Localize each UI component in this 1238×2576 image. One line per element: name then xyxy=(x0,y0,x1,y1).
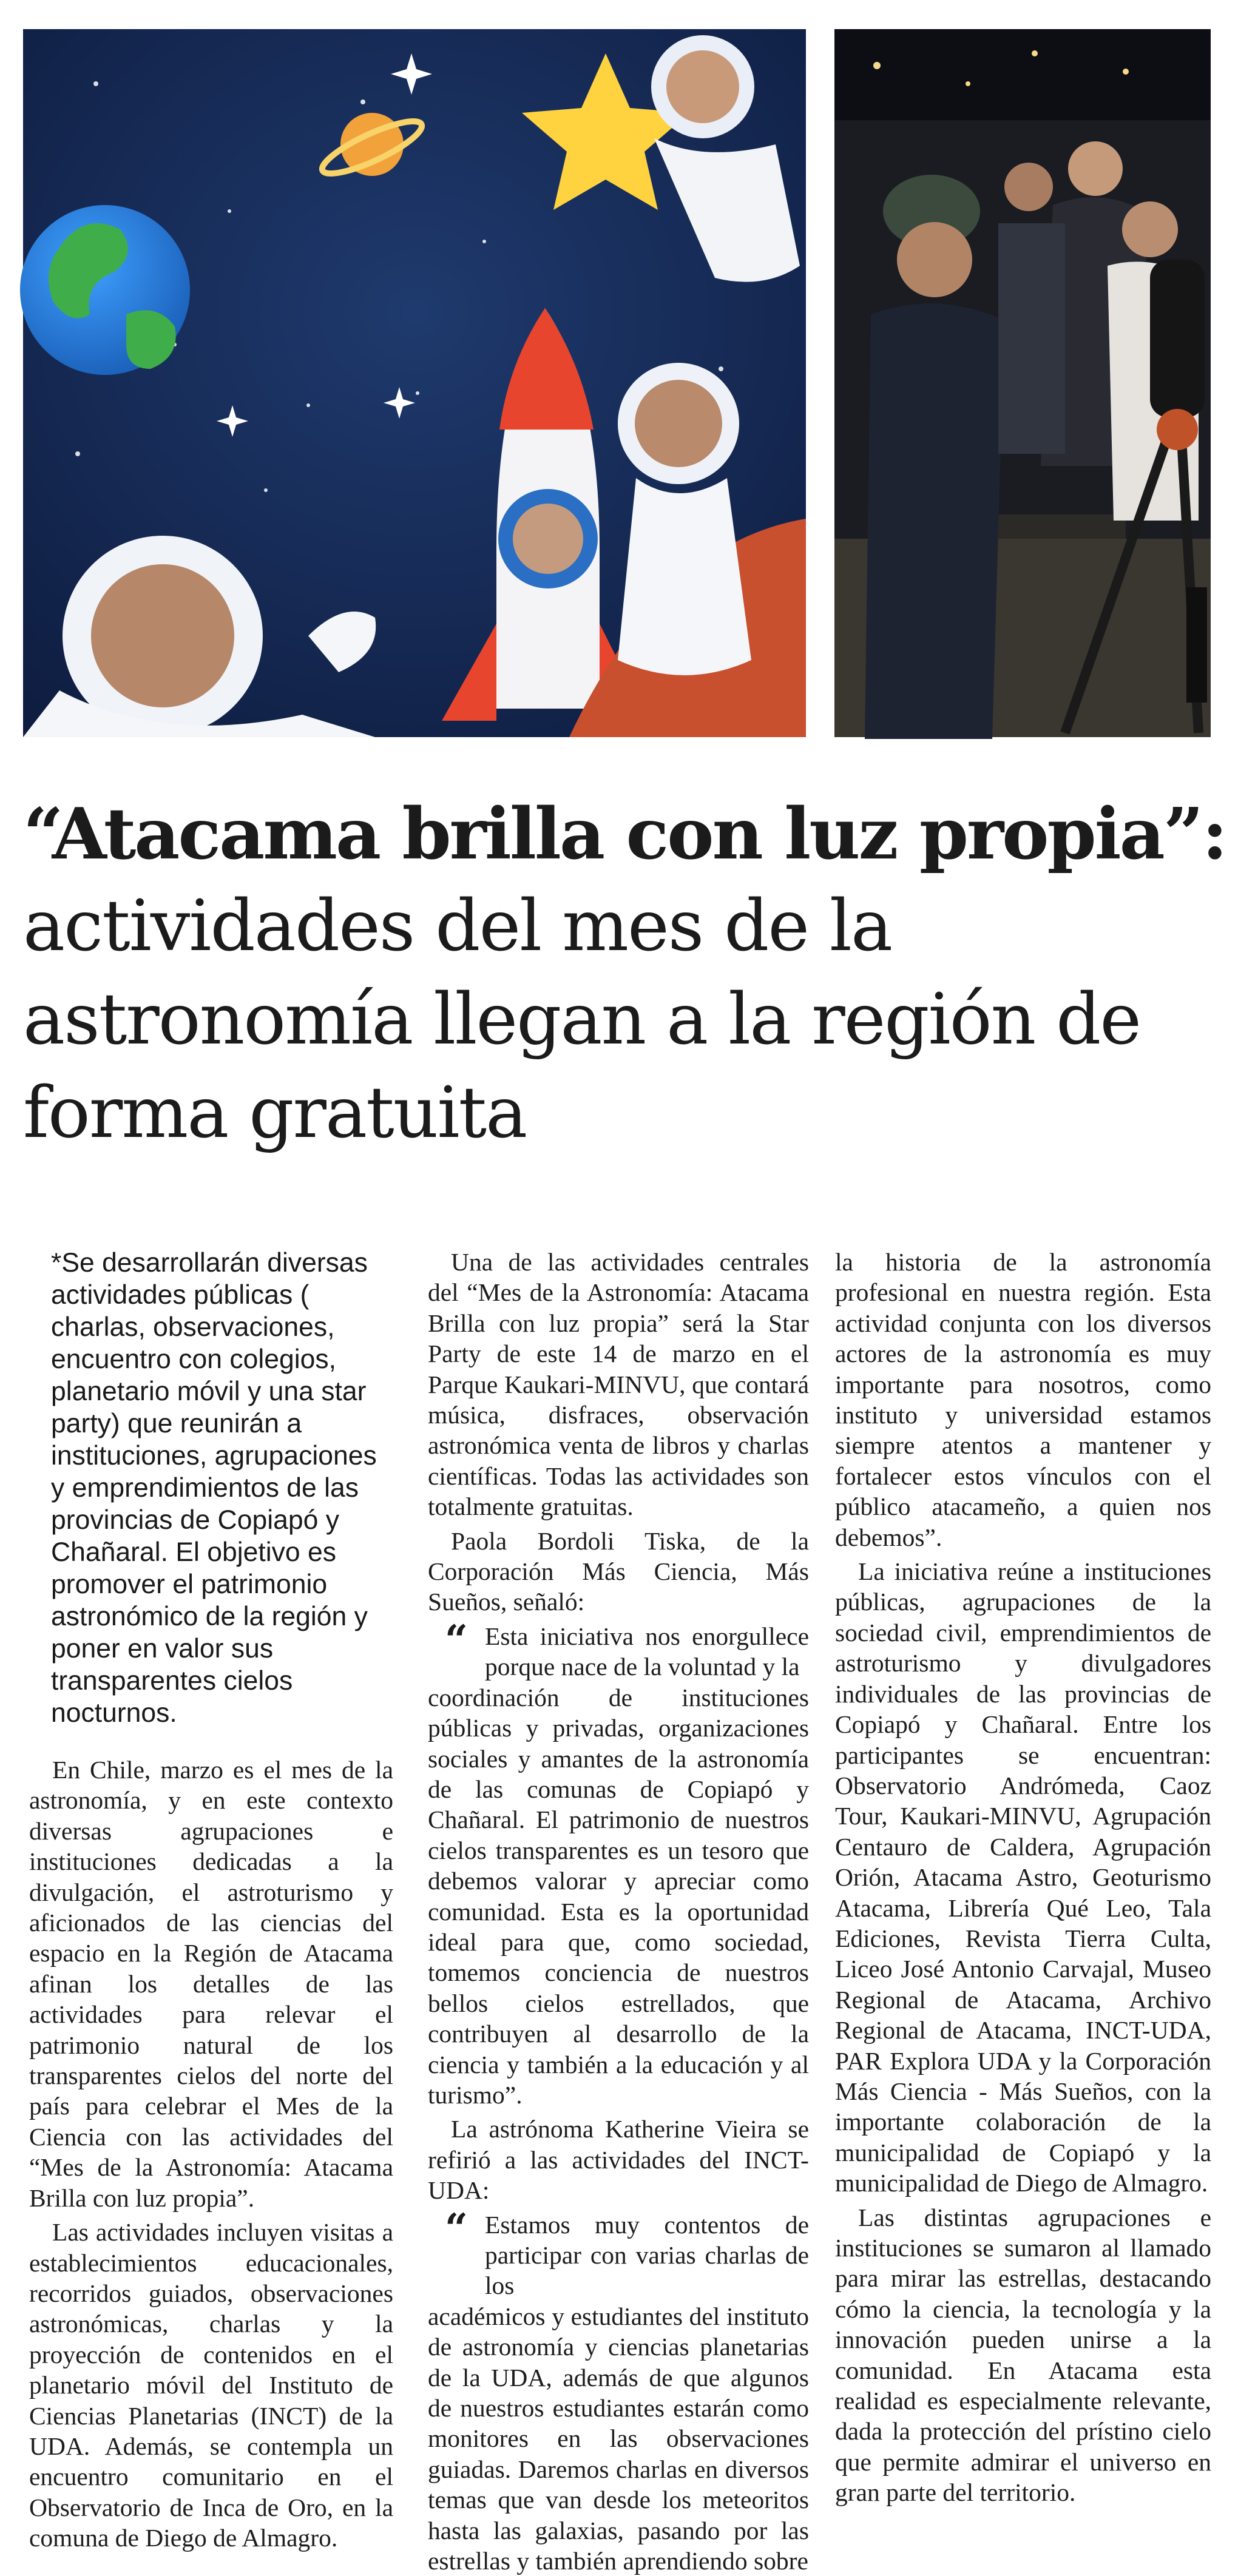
article-lead: *Se desarrollarán diversas actividades públicas ( charlas, observaciones, encuentro con colegios, planetario móvil y una star party) que reunirán a instituciones, agrupaciones y emprendimientos de las provincias de Copiapó y Chañaral. El objetivo es promover el patrimonio astronómico de la región y poner en valor sus transparentes cielos nocturnos. xyxy=(51,1248,377,1728)
quote-text: académicos y estudiantes del instituto de astronomía y ciencias planetarias de la UDA, además de que algunos de nuestros estudiantes estarán como monitores en las observaciones guiadas. Daremos charlas en diversos temas que van desde los meteoritos hasta las galaxias, pasando por las estrellas y también aprendiendo sobre xyxy=(428,2302,809,2575)
quote-first-line: Esta iniciativa nos enorgullece porque nace de la voluntad y la xyxy=(485,1622,809,1681)
quote-first-line: Estamos muy contentos de participar con varias charlas de los xyxy=(485,2210,809,2300)
paragraph: La iniciativa reúne a instituciones públicas, agrupaciones de la sociedad civil, emprendimientos de astroturismo y divulgadores individuales de las provincias de Copiapó y Chañaral. Entre los participantes se encuentran: Observatorio Andrómeda, Caoz Tour, Kaukari-MINVU, Agrupación Centauro de Caldera, Agrupación Orión, Atacama Astro, Geoturismo Atacama, Librería Qué Leo, Tala Ediciones, Revista Tierra Culta, Liceo José Antonio Carvajal, Museo Regional de Atacama, Archivo Regional de Atacama, INCT-UDA, PAR Explora UDA y la Corporación Más Ciencia - Más Sueños, con la importante colaboración de la municipalidad de Copiapó y la municipalidad de Diego de Almagro. xyxy=(835,1557,1211,2197)
paragraph: Las actividades incluyen visitas a establecimientos educacionales, recorridos guiados, observaciones astronómicas, charlas y la proyección de contenidos en el planetario móvil del Instituto de Ciencias Planetarias (INCT) de la UDA. Además, se contempla un encuentro comunitario en el Observatorio de Inca de Oro, en la comuna de Diego de Almagro. xyxy=(29,2218,393,2552)
paragraph: Una de las actividades centrales del “Mes de la Astronomía: Atacama Brilla con luz propia” será la Star Party de este 14 de marzo en el Parque Kaukari-MINVU, que contará música, disfraces, observación astronómica venta de libros y charlas científicas. Todas las actividades son totalmente gratuitas. xyxy=(428,1248,809,1521)
quote-text: coordinación de instituciones públicas y privadas, organizaciones sociales y amantes de la astronomía de las comunas de Copiapó y Chañaral. El patrimonio de nuestros cielos transparentes es un tesoro que debemos valorar y apreciar como comunidad. Esta es la oportunidad ideal para que, como sociedad, tomemos conciencia de nuestros bellos cielos estrellados, que contribuyen al desarrollo de la ciencia y también a la educación y al turismo”. xyxy=(428,1683,809,2109)
astronaut-photo-wall-icon xyxy=(23,29,806,737)
article-column-1 xyxy=(29,1247,393,2554)
quote-block xyxy=(428,1616,809,2111)
paragraph: Paola Bordoli Tiska, de la Corporación Más Ciencia, Más Sueños, señaló: xyxy=(428,1526,809,1616)
article-column-2 xyxy=(428,1247,809,2576)
article-column-3 xyxy=(835,1247,1211,2508)
article-headline xyxy=(23,789,1226,1160)
paragraph: Las distintas agrupaciones e instituciones se sumaron al llamado para mirar las estrellas, destacando cómo la ciencia, la tecnología y la innovación pueden unirse a la comunidad. En Atacama esta realidad es especialmente relevante, dada la protección del prístino cielo que permite admirar el universo en gran parte del territorio. xyxy=(835,2203,1211,2507)
quote-mark-icon: “ xyxy=(445,2204,468,2252)
photo-night-observation xyxy=(834,29,1211,737)
photo-astronaut-wall xyxy=(23,29,806,737)
paragraph: la historia de la astronomía profesional en nuestra región. Esta actividad conjunta con los diversos actores de la astronomía es muy importante para nosotros, como instituto y universidad estamos siempre atentos a mantener y fortalecer estos vínculos con el público atacameño, a quien nos debemos”. xyxy=(835,1248,1211,1551)
headline-subtitle: actividades del mes de la astronomía llegan a la región de forma gratuita xyxy=(23,885,1141,1154)
headline-title: “Atacama brilla con luz propia”: xyxy=(23,793,1226,875)
night-telescope-crowd-icon xyxy=(834,29,1211,737)
quote-mark-icon: “ xyxy=(445,1616,468,1664)
quote-block xyxy=(428,2204,809,2576)
paragraph: La astrónoma Katherine Vieira se refirió a las actividades del INCT-UDA: xyxy=(428,2115,809,2205)
paragraph: En Chile, marzo es el mes de la astronomía, y en este contexto diversas agrupaciones e instituciones dedicadas a la divulgación, el astroturismo y aficionados de las ciencias del espacio en la Región de Atacama afinan los detalles de las actividades para relevar el patrimonio natural de los transparentes cielos del norte del país para celebrar el Mes de la Ciencia con las actividades del “Mes de la Astronomía: Atacama Brilla con luz propia”. xyxy=(29,1756,393,2212)
